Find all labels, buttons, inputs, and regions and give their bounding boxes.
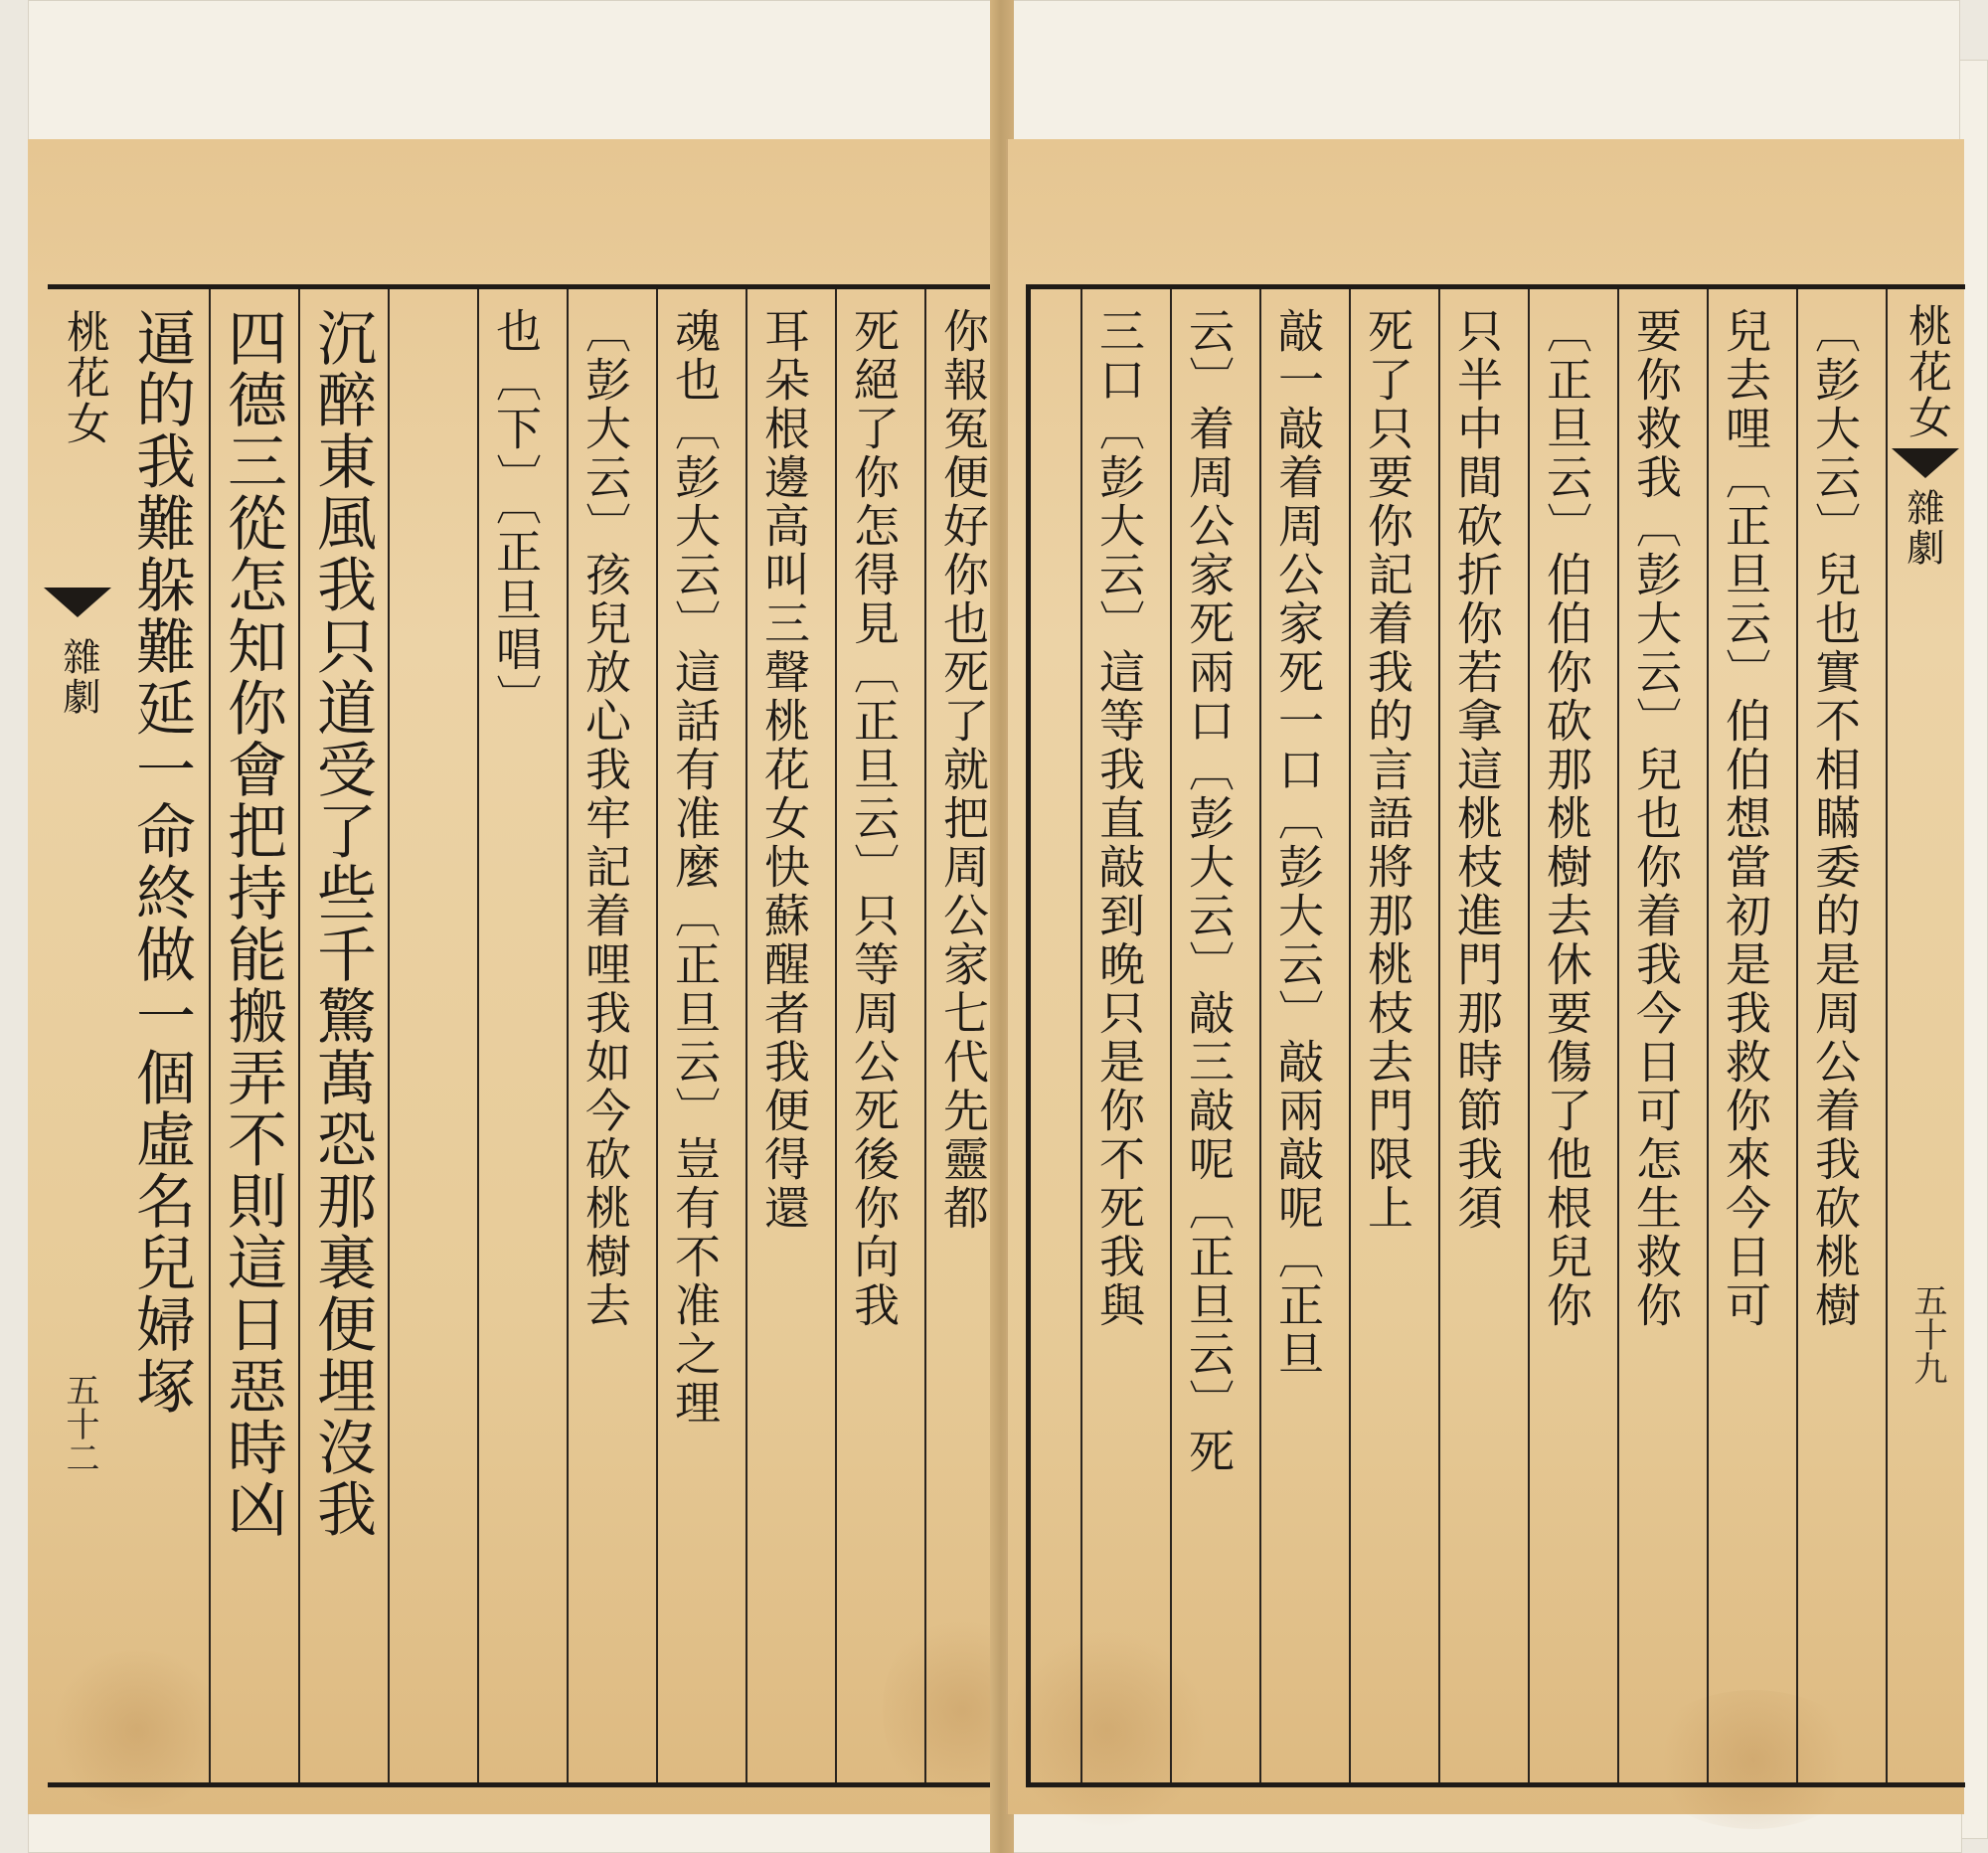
column-rule: [1886, 289, 1888, 1782]
text-column: 〔彭大云〕兒也實不相瞞委的是周公着我砍桃樹: [1808, 307, 1862, 1330]
text-column: 耳朵根邊高叫三聲桃花女快蘇醒者我便得還: [757, 307, 811, 1233]
left-leaf: [28, 139, 996, 1814]
margin-folio: 五十九: [1907, 1283, 1947, 1385]
column-rule: [388, 289, 390, 1782]
right-leaf: [1006, 139, 1964, 1814]
text-column: 三口〔彭大云〕這等我直敲到晚只是你不死我與: [1092, 307, 1146, 1330]
text-column: 魂也〔彭大云〕這話有准麼〔正旦云〕豈有不准之理: [668, 307, 722, 1428]
margin-category: 雜劇: [57, 637, 100, 717]
song-column: 四德三從怎知你會把持能搬弄不則這日惡時凶: [218, 307, 287, 1540]
page-edge-top: [1006, 0, 1960, 149]
margin-category: 雜劇: [1901, 488, 1944, 568]
text-column: 你報冤便好你也死了就把周公家七代先靈都: [936, 307, 990, 1233]
right-text-frame: [1026, 284, 1965, 1787]
fishtail-mark: [44, 588, 111, 617]
text-column: 只半中間砍折你若拿這桃枝進門那時節我須: [1450, 307, 1504, 1233]
text-column: 〔彭大云〕孩兒放心我牢記着哩我如今砍桃樹去: [579, 307, 632, 1330]
left-text-frame: [48, 284, 1007, 1787]
text-column: 兒去哩〔正旦云〕伯伯想當初是我救你來今日可: [1719, 307, 1772, 1330]
song-column: 沉醉東風我只道受了些千驚萬恐那裏便埋沒我: [307, 307, 377, 1540]
fishtail-mark: [1892, 448, 1959, 478]
margin-title: 桃花女: [59, 309, 109, 446]
text-column: 死絕了你怎得見〔正旦云〕只等周公死後你向我: [847, 307, 901, 1330]
song-column: 逼的我難躲難延一命終做一個虛名兒婦塚: [126, 307, 196, 1417]
text-column: 〔正旦云〕伯伯你砍那桃樹去休要傷了他根兒你: [1540, 307, 1593, 1330]
text-column: 敲一敲着周公家死一口〔彭大云〕敲兩敲呢〔正旦: [1271, 307, 1325, 1379]
margin-title: 桃花女: [1901, 303, 1951, 440]
text-column: 也〔下〕〔正旦唱〕: [489, 307, 543, 723]
text-column: 要你救我〔彭大云〕兒也你着我今日可怎生救你: [1629, 307, 1683, 1330]
text-column: 死了只要你記着我的言語將那桃枝去門限上: [1361, 307, 1414, 1233]
page-edge-top-left: [28, 0, 994, 149]
text-column: 云〕着周公家死兩口〔彭大云〕敲三敲呢〔正旦云〕死: [1182, 307, 1236, 1476]
margin-folio: 五十二: [60, 1373, 99, 1474]
